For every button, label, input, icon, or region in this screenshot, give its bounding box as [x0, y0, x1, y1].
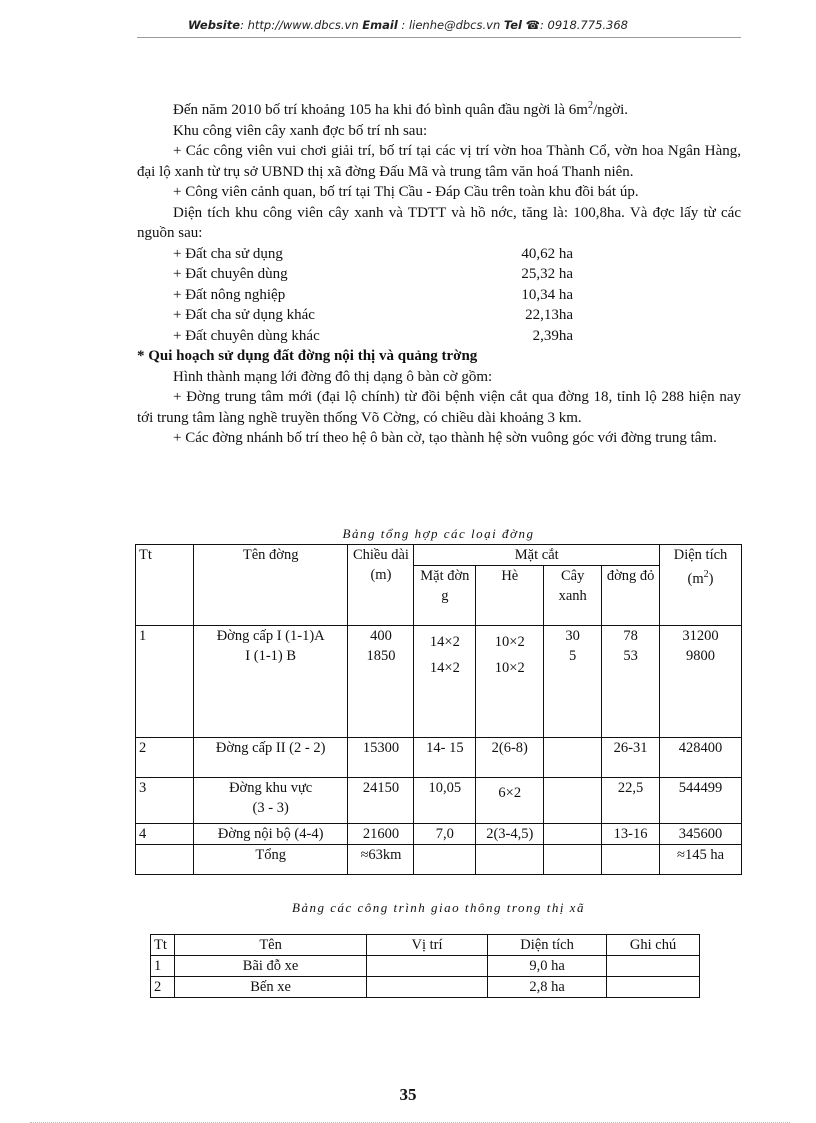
header-cross-section: Mặt cắt	[414, 545, 660, 566]
cell-area: 544499	[660, 778, 742, 824]
paragraph-7: + Đờng trung tâm mới (đại lộ chính) từ đồi bệnh viện cắt qua đờng 18, tỉnh lộ 288 hiện nay tới trung tâm làng nghề truyền thống Võ Cờng, có chiều dài khoảng 3 km.	[137, 389, 741, 426]
cell-area: 428400	[660, 738, 742, 778]
email-address: : lienhe@dbcs.vn	[397, 18, 501, 32]
email-label: Email	[362, 18, 398, 32]
cell-tt: 4	[136, 824, 194, 845]
cell-total-label: Tổng	[193, 845, 348, 875]
cell-red-line: 13-16	[602, 824, 660, 845]
traffic-works-table	[150, 934, 700, 998]
road-summary-table	[135, 544, 742, 875]
cell-road-name-2: (3 - 3)	[252, 800, 289, 816]
table-total-row	[136, 845, 742, 875]
cell-red-line-2: 53	[623, 648, 638, 664]
cell-area: 345600	[660, 824, 742, 845]
cell-surface: 7,0	[414, 824, 476, 845]
cell-red-line: 26-31	[602, 738, 660, 778]
paragraph-8: + Các đờng nhánh bố trí theo hệ ô bàn cờ, tạo thành hệ sờn vuông góc với đờng trung tâm.	[173, 430, 717, 446]
table1-caption: Bảng tổng hợp các loại đờng	[342, 526, 535, 541]
cell-surface: 14- 15	[414, 738, 476, 778]
table-row	[136, 824, 742, 845]
cell-area-2: 9800	[686, 648, 716, 664]
cell-tt: 2	[151, 977, 175, 998]
land-name: + Đất cha sử dụng khác	[173, 307, 315, 323]
cell-sidewalk	[476, 626, 544, 738]
superscript-2: 2	[587, 100, 593, 111]
land-name: + Đất chuyên dùng khác	[173, 327, 320, 344]
header-length: Chiều dài (m)	[348, 545, 414, 626]
cell-tt: 3	[136, 778, 194, 824]
cell-green	[544, 626, 602, 738]
cell-surface-2: 14×2	[429, 660, 460, 676]
cell-tt	[136, 845, 194, 875]
land-value: 22,13ha	[525, 307, 573, 323]
cell-length: 15300	[348, 738, 414, 778]
cell-length-2: 1850	[366, 648, 396, 664]
table-header-row	[151, 935, 700, 956]
header-divider	[137, 37, 741, 38]
table-row	[136, 738, 742, 778]
cell-road-name: Đờng cấp II (2 - 2)	[193, 738, 348, 778]
tel-label: Tel	[503, 18, 522, 32]
table-row	[136, 778, 742, 824]
cell-note	[607, 956, 700, 977]
cell-red-line-1: 78	[623, 628, 638, 644]
land-value: 2,39ha	[532, 327, 573, 344]
cell-location	[366, 977, 487, 998]
land-item	[137, 264, 741, 285]
page-header	[0, 18, 816, 32]
land-name: + Đất cha sử dụng	[173, 245, 283, 262]
cell-location	[366, 956, 487, 977]
header-area-sup: 2	[703, 569, 709, 580]
cell-sidewalk-1: 10×2	[494, 634, 525, 650]
land-name: + Đất nông nghiệp	[173, 286, 286, 303]
paragraph-1-text: Đến năm 2010 bố trí khoảng 105 ha khi đó bình quân đầu ngời là 6m	[173, 102, 588, 118]
cell-road-name	[193, 778, 348, 824]
cell-sidewalk: 2(3-4,5)	[476, 824, 544, 845]
cell-tt: 1	[136, 626, 194, 738]
header-tt: Tt	[136, 545, 194, 626]
header-red-line: đờng đỏ	[602, 566, 660, 626]
cell-length: 21600	[348, 824, 414, 845]
cell-area	[660, 626, 742, 738]
paragraph-1-tail: /ngời.	[592, 102, 628, 118]
website-label: Website	[187, 18, 241, 32]
cell-green-1: 30	[565, 628, 580, 644]
cell-green	[544, 845, 602, 875]
cell-length: ≈63km	[348, 845, 414, 875]
paragraph-2: Khu công viên cây xanh đợc bố trí nh sau:	[173, 122, 428, 139]
cell-tt: 2	[136, 738, 194, 778]
cell-surface: 10,05	[414, 778, 476, 824]
table-row	[151, 956, 700, 977]
table-row	[136, 626, 742, 738]
land-name: + Đất chuyên dùng	[173, 266, 288, 282]
land-item	[137, 244, 741, 265]
cell-sidewalk-value: 6×2	[498, 785, 522, 801]
cell-road-name	[193, 626, 348, 738]
table2-caption: Bảng các công trình giao thông trong thị xã	[292, 900, 585, 915]
cell-road-name: Đờng nội bộ (4-4)	[193, 824, 348, 845]
header-sidewalk: Hè	[476, 566, 544, 626]
cell-name: Bãi đỗ xe	[175, 956, 367, 977]
cell-note	[607, 977, 700, 998]
website-url: : http://www.dbcs.vn	[240, 18, 359, 32]
cell-green	[544, 738, 602, 778]
paragraph-5: Diện tích khu công viên cây xanh và TDTT và hồ nớc, tăng là: 100,8ha. Và đợc lấy từ các nguồn sau:	[137, 204, 741, 241]
cell-sidewalk	[476, 845, 544, 875]
cell-area: 9,0 ha	[488, 956, 607, 977]
header-area-close: )	[708, 570, 714, 587]
cell-red-line	[602, 845, 660, 875]
table-header-row	[136, 545, 742, 566]
cell-surface	[414, 626, 476, 738]
header-tt: Tt	[151, 935, 175, 956]
land-item	[137, 326, 741, 347]
phone-icon: ☎	[525, 18, 540, 32]
cell-sidewalk-2: 10×2	[494, 660, 525, 676]
cell-road-name-2: I (1-1) B	[245, 648, 297, 664]
cell-sidewalk: 2(6-8)	[476, 738, 544, 778]
header-green: Cây xanh	[544, 566, 602, 626]
header-name: Tên	[175, 935, 367, 956]
document-body	[137, 96, 741, 449]
tel-number: : 0918.775.368	[539, 18, 628, 32]
header-area	[660, 545, 742, 626]
cell-length-1: 400	[370, 628, 392, 644]
cell-green	[544, 824, 602, 845]
cell-road-name-1: Đờng khu vực	[229, 780, 313, 796]
header-note: Ghi chú	[607, 935, 700, 956]
land-item	[137, 305, 741, 326]
cell-area: ≈145 ha	[660, 845, 742, 875]
header-road-name: Tên đờng	[193, 545, 348, 626]
land-item	[137, 285, 741, 306]
section-heading: * Qui hoạch sử dụng đất đờng nội thị và quảng trờng	[137, 348, 478, 364]
cell-surface	[414, 845, 476, 875]
paragraph-6: Hình thành mạng lới đờng đô thị dạng ô bàn cờ gồm:	[173, 368, 493, 385]
table-row	[151, 977, 700, 998]
paragraph-4: + Công viên cảnh quan, bố trí tại Thị Cầu - Đáp Cầu trên toàn khu đồi bát úp.	[173, 184, 639, 200]
cell-surface-1: 14×2	[429, 634, 460, 650]
cell-red-line	[602, 626, 660, 738]
land-value: 40,62 ha	[521, 245, 573, 262]
cell-green-2: 5	[569, 648, 577, 664]
header-location: Vị trí	[366, 935, 487, 956]
cell-name: Bến xe	[175, 977, 367, 998]
cell-road-name-1: Đờng cấp I (1-1)A	[216, 628, 325, 644]
cell-green	[544, 778, 602, 824]
header-surface: Mặt đờn g	[414, 566, 476, 626]
header-area: Diện tích	[488, 935, 607, 956]
paragraph-1	[137, 96, 741, 121]
cell-tt: 1	[151, 956, 175, 977]
cell-red-line: 22,5	[602, 778, 660, 824]
paragraph-3: + Các công viên vui chơi giải trí, bố trí tại các vị trí vờn hoa Thành Cổ, vờn hoa Ngân Hàng, đại lộ xanh từ trụ sở UBND thị xã đờng Đấu Mã và trung tâm văn hoá Thanh niên.	[137, 143, 741, 180]
cell-length	[348, 626, 414, 738]
cell-sidewalk	[476, 778, 544, 824]
cell-length: 24150	[348, 778, 414, 824]
header-area-text: Diện tích (m	[673, 547, 728, 587]
land-value: 10,34 ha	[521, 286, 573, 303]
page-number: 35	[399, 1085, 417, 1104]
cell-area: 2,8 ha	[488, 977, 607, 998]
land-value: 25,32 ha	[521, 266, 573, 282]
cell-area-1: 31200	[682, 628, 719, 644]
